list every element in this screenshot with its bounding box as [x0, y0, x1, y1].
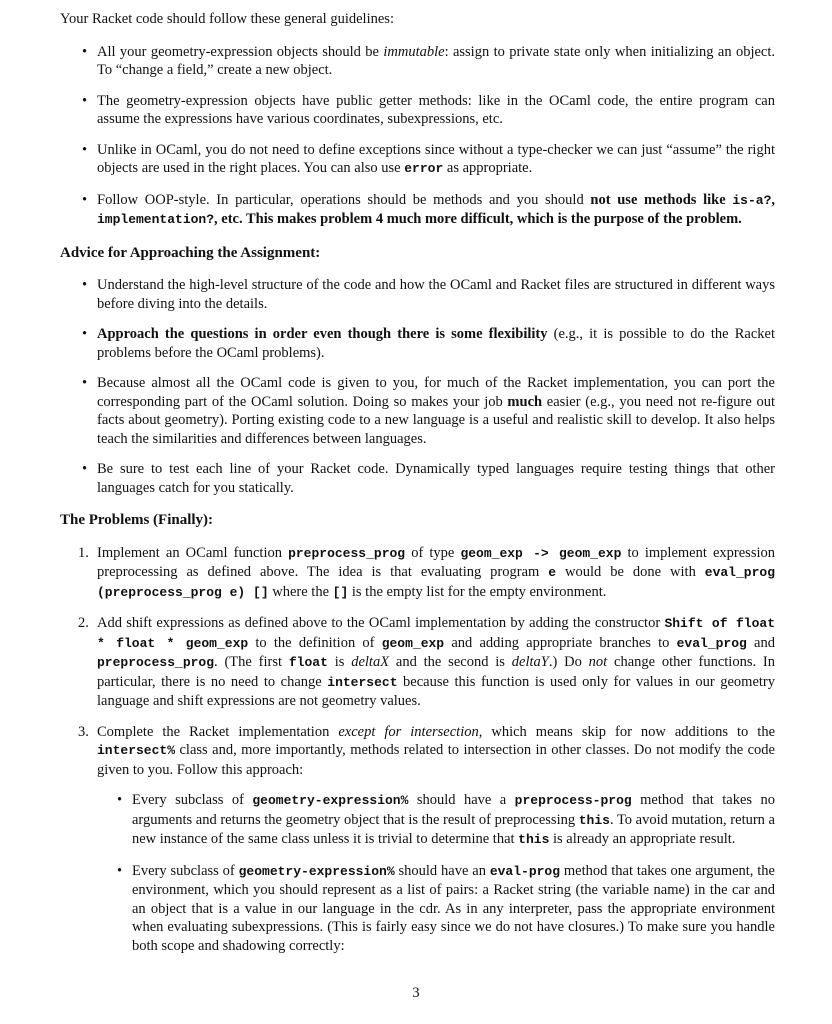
page-number: 3: [412, 985, 420, 1001]
intro-paragraph: Your Racket code should follow these general guidelines:: [60, 11, 394, 27]
bullet-icon: •: [117, 862, 123, 879]
advice-list: [60, 276, 775, 497]
approach-item: • Every subclass of geometry-expression% should have an eval-prog method that takes one argument, the environment, which you should represent as a list of pairs: a Racket string (the variable name) in the car and an object that is a value in our language in the cdr. As in any interpreter, pass the appropriate environment when evaluating subexpressions. (This is fairly easy since we do not have closures.) To make sure you handle both scope and shadowing correctly:: [117, 862, 775, 954]
bullet-icon: •: [82, 461, 88, 477]
bullet-icon: •: [117, 792, 123, 808]
advice-item: • Approach the questions in order even though there is some flexibility (e.g., it is possible to do the Racket problems before the OCaml problems).: [82, 326, 775, 361]
guideline-item: • Unlike in OCaml, you do not need to define exceptions since without a type-checker we can just “assume” the right objects are used in the right places. You can also use error as appropriate.: [82, 141, 775, 176]
guideline-item: • All your geometry-expression objects should be immutable: assign to private state only when initializing an object. To “change a field,” create a new object.: [82, 43, 775, 78]
problem-number: 1.: [78, 544, 89, 561]
bullet-icon: •: [82, 277, 88, 293]
problem-number: 3.: [78, 723, 89, 740]
advice-item: • Be sure to test each line of your Racket code. Dynamically typed languages require testing things that other languages catch for you statically.: [82, 461, 775, 496]
problems-heading: The Problems (Finally):: [60, 512, 214, 528]
bullet-icon: •: [82, 191, 88, 208]
bullet-icon: •: [82, 92, 88, 109]
guideline-item: • Follow OOP-style. In particular, operations should be methods and you should not use methods like is-a?, implementation?, etc. This makes problem 4 much more difficult, which is the purpose of the problem.: [82, 191, 775, 227]
advice-heading: Advice for Approaching the Assignment:: [60, 244, 321, 261]
approach-item: • Every subclass of geometry-expression% should have a preprocess-prog method that takes no arguments and returns the geometry object that is the result of preprocessing this. To avoid mutation, return a new instance of the same class unless it is trivial to determine that this is already an appropriate result.: [117, 792, 776, 847]
approach-list: [97, 791, 775, 955]
advice-item: • Because almost all the OCaml code is given to you, for much of the Racket implementation, you can port the corresponding part of the OCaml solution. Doing so makes your job much easier (e.g., you need not re-figure out facts about geometry). Porting existing code to a new language is a useful and realistic skill to develop. It also helps teach the similarities and differences between languages.: [82, 375, 775, 447]
problems-list: [60, 544, 775, 956]
bullet-icon: •: [82, 375, 88, 391]
problem-number: 2.: [78, 615, 89, 631]
problem-item: 3. Complete the Racket implementation except for intersection, which means skip for now additions to the intersect% class and, more importantly, methods related to intersection in other classes. Do not modify the code given to you. Follow this approach: • Every subclass of geometry-expression% should have a preprocess-prog method that takes no arguments and returns the geometry object that is the result of preprocessing this. To avoid mutation, return a new instance of the same class unless it is trivial to determine that this is already an appropriate result. • Every subclass of geometry-expression% should have an eval-prog method that takes one argument, the environment, which you should represent as a list of pairs: a Racket string (the variable name) in the car and an object that is a value in our language in the cdr. As in any interpreter, pass the appropriate environment when evaluating subexpressions. (This is fairly easy since we do not have closures.) To make sure you handle both scope and shadowing correctly:: [78, 723, 776, 954]
bullet-icon: •: [82, 141, 88, 158]
document-page: [60, 10, 775, 967]
problem-item: 1. Implement an OCaml function preprocess_prog of type geom_exp -> geom_exp to implement expression preprocessing as defined above. The idea is that evaluating program e would be done with eval_prog (preprocess_prog e) [] where the [] is the empty list for the empty environment.: [78, 544, 775, 600]
bullet-icon: •: [82, 326, 88, 342]
guideline-item: • The geometry-expression objects have public getter methods: like in the OCaml code, the entire program can assume the expressions have various coordinates, subexpressions, etc.: [82, 92, 775, 127]
problem-item: 2. Add shift expressions as defined above to the OCaml implementation by adding the constructor Shift of float * float * geom_exp to the definition of geom_exp and adding appropriate branches to eval_prog and preprocess_prog. (The first float is deltaX and the second is deltaY.) Do not change other functions. In particular, there is no need to change intersect because this function is used only for values in our geometry language and shift expressions are not geometry values.: [78, 615, 776, 709]
guidelines-list: [60, 43, 775, 230]
advice-item: • Understand the high-level structure of the code and how the OCaml and Racket files are structured in different ways before diving into the details.: [82, 277, 775, 312]
bullet-icon: •: [82, 43, 88, 60]
